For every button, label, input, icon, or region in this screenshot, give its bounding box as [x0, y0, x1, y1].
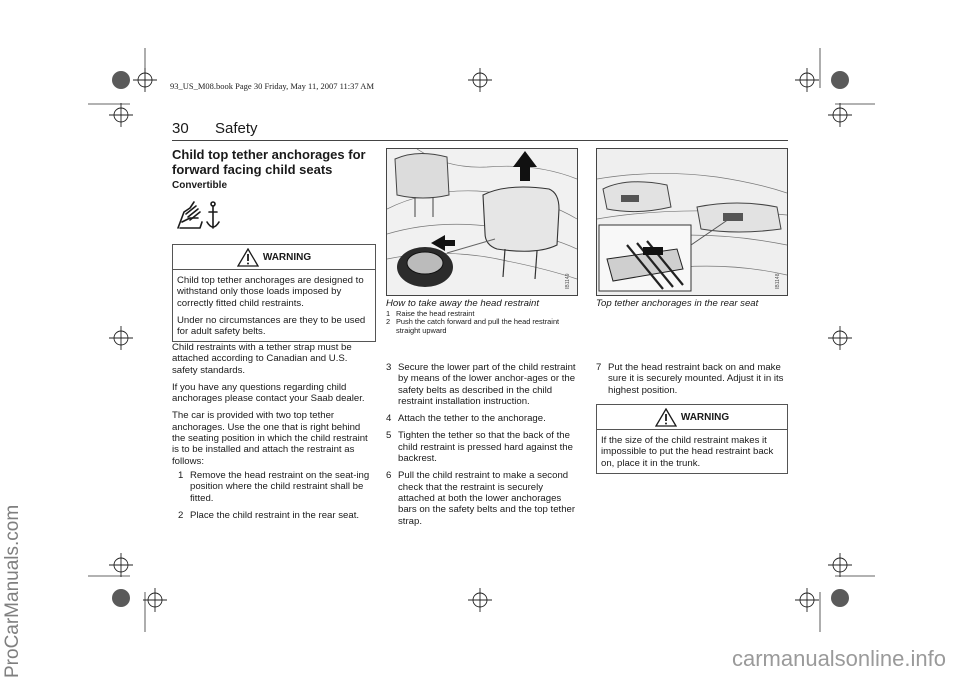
header-rule [172, 140, 788, 141]
step-item [386, 362, 578, 407]
warning-body [173, 270, 375, 341]
warning-text: Under no circumstances are they to be used for adult safety belts. [177, 314, 366, 338]
footer-watermark: carmanualsonline.info [731, 646, 946, 671]
warning-triangle-icon [237, 248, 259, 267]
left-column-text [172, 342, 374, 521]
legend-number: 1 [386, 309, 391, 318]
warning-text: If the size of the child restraint makes it impossible to put the head restraint back on, place it in the trunk. [601, 435, 774, 469]
step-number: 1 [178, 469, 184, 481]
step-text: Pull the child restraint to make a second check that the restraint is securely attached at both the lower anchorages bars on the safety belts and the top tether strap. [398, 470, 576, 527]
step-text: Tighten the tether so that the back of the child restraint is pressed hard against the backrest. [398, 430, 573, 465]
step-text: Remove the head restraint on the seat-ing position where the child restraint shall be fitted. [190, 469, 370, 504]
figure-code: IB1148 [775, 273, 781, 289]
head-restraint-illustration [386, 148, 578, 296]
figure-caption: Top tether anchorages in the rear seat [596, 298, 759, 309]
child-seat-anchor-icon [174, 198, 222, 234]
section-title: Safety [215, 120, 258, 137]
warning-header [597, 405, 787, 430]
figure-legend [386, 310, 576, 335]
middle-column-text [386, 362, 578, 527]
step-number: 2 [178, 509, 184, 521]
warning-text: Child top tether anchorages are designed to withstand only those loads imposed by correctly fitted child restraints. [177, 275, 364, 309]
step-text: Secure the lower part of the child restraint by means of the lower anchor-ages or the safety belts as described in the child restraint installation instruction. [398, 362, 576, 407]
step-item [172, 510, 374, 521]
warning-box-trunk [596, 404, 788, 474]
step-number: 3 [386, 362, 392, 373]
legend-text: Push the catch forward and pull the head restraint straight upward [396, 317, 560, 335]
step-item [386, 470, 578, 526]
step-text: Place the child restraint in the rear seat. [190, 509, 360, 521]
step-item [596, 362, 788, 396]
step-number: 4 [386, 413, 392, 425]
step-text: Attach the tether to the anchorage. [398, 413, 546, 425]
warning-body [597, 430, 787, 473]
warning-header [173, 245, 375, 270]
rear-seat-anchorage-illustration [596, 148, 788, 296]
file-info: 93_US_M08.book Page 30 Friday, May 11, 2007 11:37 AM [170, 81, 374, 91]
warning-box-tether [172, 244, 376, 342]
step-number: 7 [596, 362, 602, 373]
step-item [386, 430, 578, 464]
step-item [386, 413, 578, 424]
legend-number: 2 [386, 317, 391, 327]
warning-title: WARNING [680, 411, 730, 423]
legend-item [386, 318, 576, 335]
page-number: 30 [172, 120, 189, 137]
figure-caption: How to take away the head restraint [386, 298, 540, 309]
step-item [172, 470, 374, 504]
step-number: 5 [386, 430, 392, 442]
warning-triangle-icon [655, 408, 677, 427]
side-watermark: ProCarManuals.com [2, 504, 23, 678]
paragraph: Child restraints with a tether strap must be attached according to Canadian and U.S. safety standards. [172, 342, 352, 376]
subheading: Convertible [172, 180, 228, 191]
legend-text: Raise the head restraint [396, 309, 475, 318]
right-column-text [596, 362, 788, 396]
figure-code: IB1149 [565, 273, 571, 289]
paragraph: The car is provided with two top tether anchorages. Use the one that is right behind the seating position in which the child restraint is to be installed and attach the restraint as follows: [172, 410, 368, 467]
warning-title: WARNING [262, 251, 312, 263]
paragraph: If you have any questions regarding child anchorages please contact your Saab dealer. [172, 381, 365, 405]
step-number: 6 [386, 470, 392, 482]
step-text: Put the head restraint back on and make sure it is securely mounted. Adjust it in its highest position. [608, 362, 784, 396]
page-heading: Child top tether anchorages for forward facing child seats [172, 147, 366, 177]
